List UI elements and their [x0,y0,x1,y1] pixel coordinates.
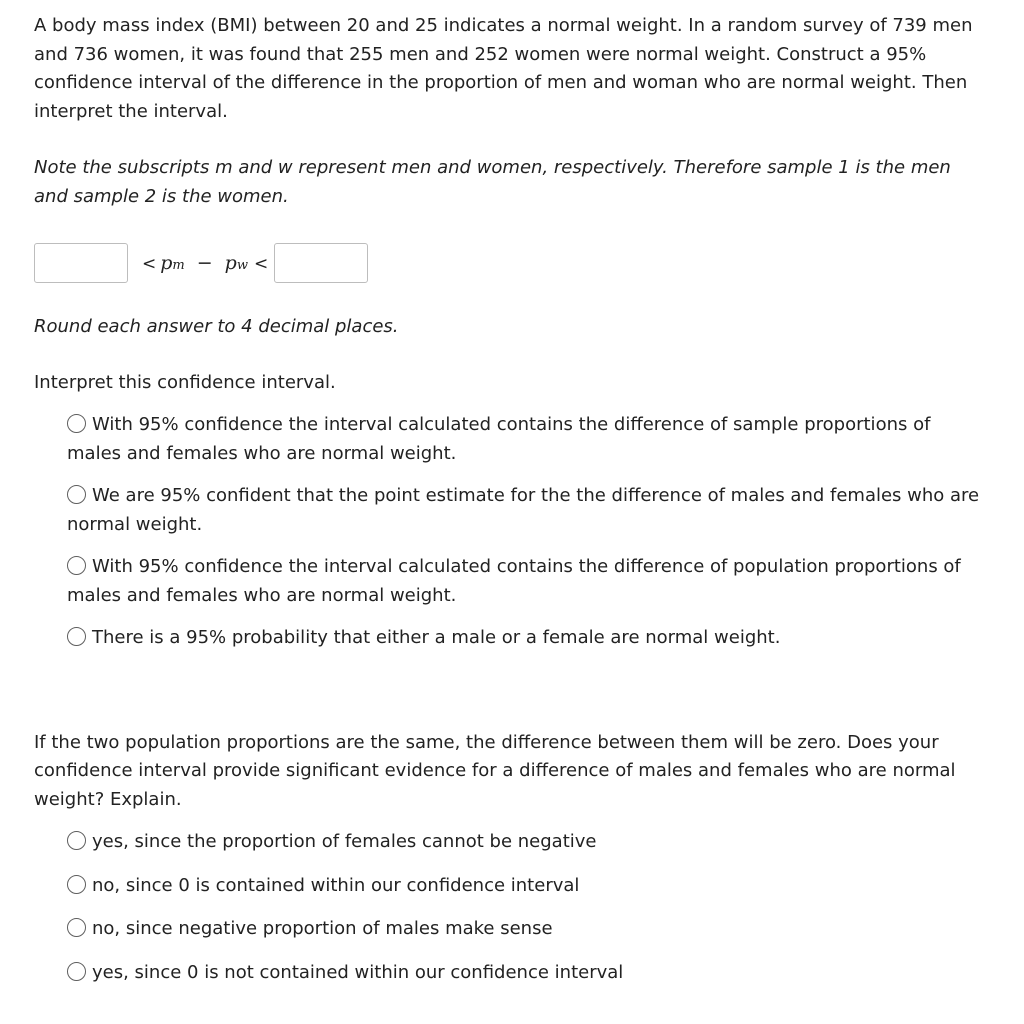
significance-option-2[interactable] [67,872,984,901]
interpret-option-1[interactable] [67,411,984,468]
radio-button-icon[interactable] [67,414,86,433]
minus-sign: − [196,252,213,274]
significance-option-1[interactable] [67,828,984,857]
subscript-note: Note the subscripts m and w represent men and women, respectively. Therefore sample 1 is the men and sample 2 is the women. [34,157,951,207]
confidence-interval-row [34,242,984,284]
radio-button-icon[interactable] [67,875,86,894]
upper-bound-input[interactable] [274,243,368,283]
interpret-option-4-label: There is a 95% probability that either a male or a female are normal weight. [92,627,781,648]
significance-option-2-label: no, since 0 is contained within our confidence interval [92,874,580,896]
radio-button-icon[interactable] [67,556,86,575]
radio-button-icon[interactable] [67,831,86,850]
significance-option-4[interactable] [67,959,984,988]
question-text: A body mass index (BMI) between 20 and 25 indicates a normal weight. In a random survey of 739 men and 736 women, it was found that 255 men and 252 women were normal weight. Construct a 95% confidence interval of the difference in the proportion of men and woman who are normal weight. Then interpret the interval. [34,15,973,122]
interpret-option-3[interactable] [67,553,984,610]
subscript-w: w [236,258,248,273]
significance-option-4-label: yes, since 0 is not contained within our confidence interval [92,961,624,983]
lower-bound-input[interactable] [34,243,128,283]
less-than-sign-right: < [253,254,269,274]
interpret-option-2-label: We are 95% confident that the point estimate for the the difference of males and females who are normal weight. [67,485,980,535]
significance-options [34,828,984,987]
interpret-options [34,411,984,653]
rounding-instruction: Round each answer to 4 decimal places. [34,316,399,337]
less-than-sign-left: < [142,254,157,274]
radio-button-icon[interactable] [67,962,86,981]
significance-prompt: If the two population proportions are the same, the difference between them will be zero. Does your confidence interval provide significant evidence for a difference of males and females who are normal weight? Explain. [34,731,956,810]
interpret-option-3-label: With 95% confidence the interval calculated contains the difference of population proportions of males and females who are normal weight. [67,556,961,606]
interval-expression [128,252,274,274]
interpret-option-2[interactable] [67,482,984,539]
interpret-option-1-label: With 95% confidence the interval calculated contains the difference of sample proportions of males and females who are normal weight. [67,414,931,464]
radio-button-icon[interactable] [67,918,86,937]
interpret-prompt: Interpret this confidence interval. [34,371,336,393]
subscript-m: m [172,258,185,273]
significance-option-3-label: no, since negative proportion of males make sense [92,918,553,939]
p-symbol-m: p [160,252,173,274]
radio-button-icon[interactable] [67,627,86,646]
significance-option-3[interactable] [67,915,984,944]
interpret-option-4[interactable] [67,624,984,653]
radio-button-icon[interactable] [67,485,86,504]
p-symbol-w: p [224,252,237,274]
question-container [34,12,984,1002]
significance-option-1-label: yes, since the proportion of females cannot be negative [92,831,597,852]
